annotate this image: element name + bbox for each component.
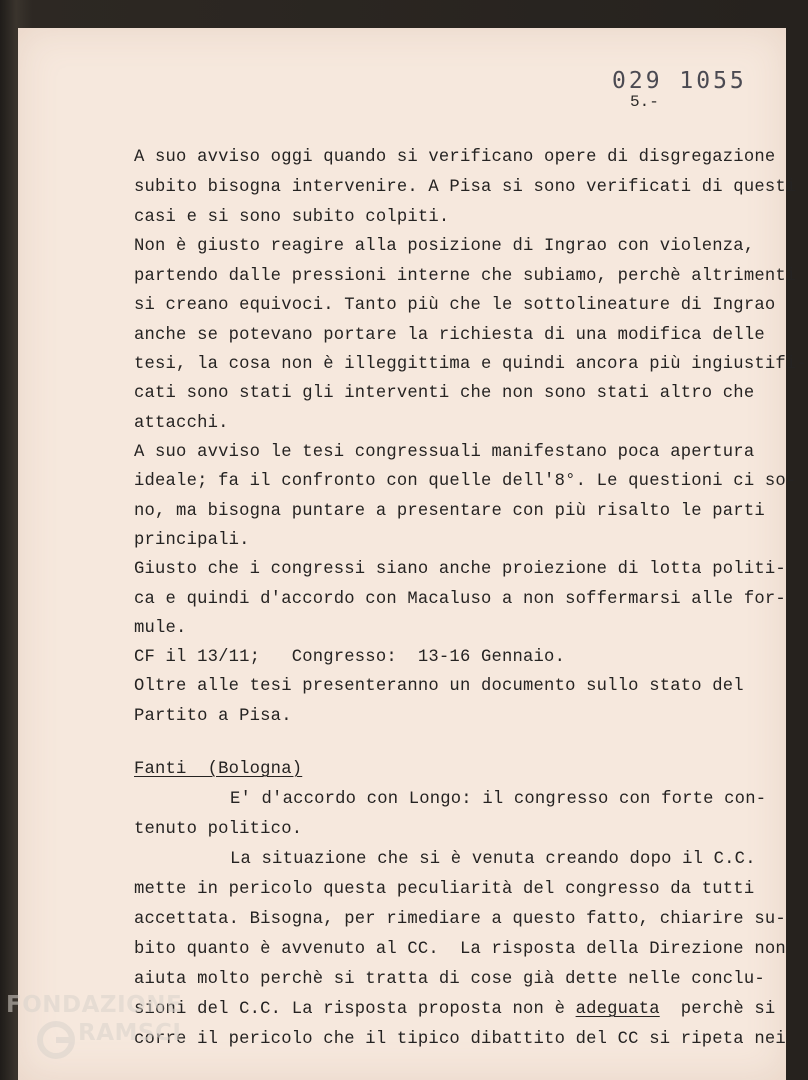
watermark-text-bottom: RAMSCI (78, 1020, 182, 1046)
watermark-logo-icon (36, 1020, 76, 1060)
text-line: mule. (134, 619, 187, 638)
text-line: si creano equivoci. Tanto più che le sottolineature di Ingrao (134, 296, 776, 315)
text-line: Partito a Pisa. (134, 707, 292, 726)
text-line: tesi, la cosa non è illeggittima e quindi ancora più ingiustifi- (134, 355, 807, 374)
text-line: accettata. Bisogna, per rimediare a questo fatto, chiarire su- (134, 910, 786, 929)
underlined-word: adeguata (575, 1000, 660, 1019)
text-line: La situazione che si è venuta creando dopo il C.C. (230, 850, 756, 869)
text-line: attacchi. (134, 414, 229, 433)
text-line: casi e si sono subito colpiti. (134, 208, 450, 227)
text-line: tenuto politico. (134, 820, 303, 839)
text-line: CF il 13/11; Congresso: 13-16 Gennaio. (134, 648, 566, 667)
text-line: mette in pericolo questa peculiarità del congresso da tutti (134, 880, 755, 899)
text-line: A suo avviso oggi quando si verificano opere di disgregazione (134, 148, 776, 167)
text-line: principali. (134, 531, 250, 550)
text-line: Non è giusto reagire alla posizione di Ingrao con violenza, (134, 237, 755, 256)
text-line: aiuta molto perchè si tratta di cose già dette nelle conclu- (134, 970, 765, 989)
text-line: corre il pericolo che il tipico dibattito del CC si ripeta nei (134, 1030, 786, 1049)
text-line: partendo dalle pressioni interne che subiamo, perchè altrimenti (134, 267, 797, 286)
page-number: 5.- (630, 93, 659, 111)
text-line: no, ma bisogna puntare a presentare con più risalto le parti (134, 502, 765, 521)
text-line: Giusto che i congressi siano anche proiezione di lotta politi- (134, 560, 786, 579)
text-line: anche se potevano portare la richiesta di una modifica delle (134, 326, 765, 345)
text-line: A suo avviso le tesi congressuali manifestano poca apertura (134, 443, 755, 462)
speaker-heading: Fanti (Bologna) (134, 760, 303, 779)
fondazione-gramsci-watermark (6, 990, 206, 1070)
text-line: ca e quindi d'accordo con Macaluso a non soffermarsi alle for- (134, 590, 786, 609)
text-line: subito bisogna intervenire. A Pisa si sono verificati di questi (134, 178, 797, 197)
text-line: E' d'accordo con Longo: il congresso con forte con- (230, 790, 767, 809)
text-line: cati sono stati gli interventi che non sono stati altro che (134, 384, 755, 403)
text-segment: sioni del C.C. La risposta proposta non è (134, 1000, 576, 1019)
text-segment: perchè si (659, 1000, 776, 1019)
text-line: bito quanto è avvenuto al CC. La risposta della Direzione non (134, 940, 786, 959)
watermark-text-top: FONDAZIONE (6, 992, 183, 1018)
text-line: Oltre alle tesi presenteranno un documento sullo stato del (134, 677, 744, 696)
text-line: ideale; fa il confronto con quelle dell'8°. Le questioni ci so- (134, 472, 797, 491)
archive-page-code: 029 1055 (612, 68, 747, 94)
text-line (134, 1000, 775, 1019)
